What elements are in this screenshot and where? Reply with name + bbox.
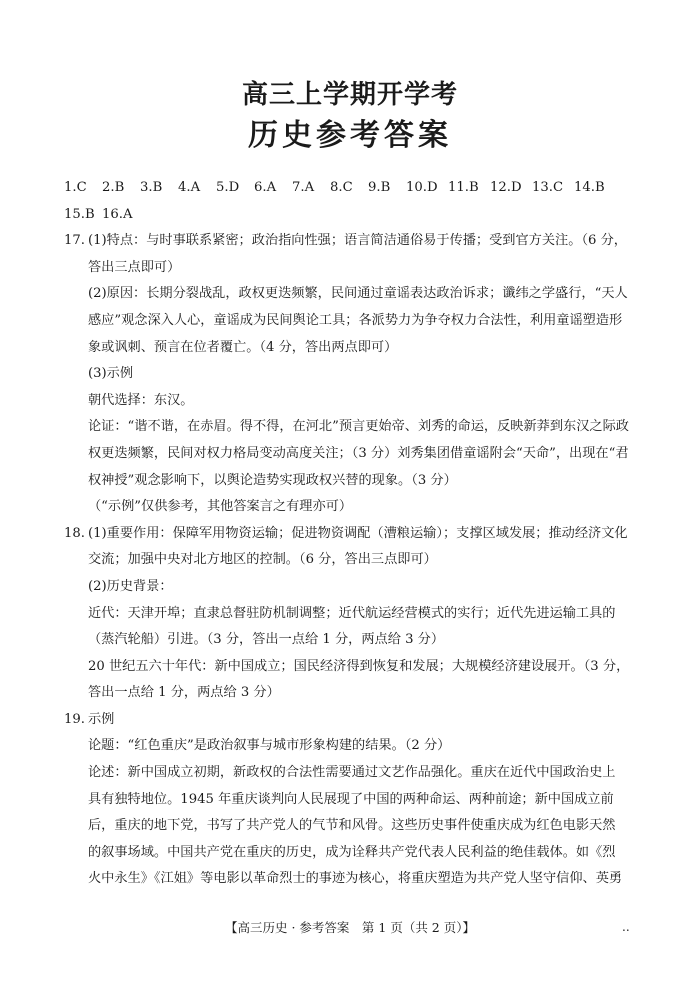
question-number: 18. (64, 525, 85, 541)
choice-answer: 3.B (140, 180, 163, 195)
answer-line: （“示例”仅供参考，其他答案言之有理亦可） (88, 499, 353, 515)
question-number: 17. (64, 233, 85, 249)
answer-line: 具有独特地位。1945 年重庆谈判向人民展现了中国的两种命运、两种前途；新中国成立前 (88, 791, 614, 807)
answer-line: 的叙事场域。中国共产党在重庆的历史，成为诠释共产党代表人民利益的绝佳载体。如《烈 (88, 844, 616, 860)
answer-line: 论题：“红色重庆”是政治叙事与城市形象构建的结果。（2 分） (88, 738, 451, 754)
answer-line: 象或讽刺、预言在位者覆亡。（4 分，答出两点即可） (88, 339, 398, 355)
answer-line: (2)原因：长期分裂战乱，政权更迭频繁，民间通过童谣表达政治诉求；谶纬之学盛行，“天人 (88, 286, 628, 302)
choice-answer: 10.D (406, 180, 438, 195)
question-18 (64, 521, 636, 707)
answer-line: 交流；加强中央对北方地区的控制。（6 分，答出三点即可） (88, 552, 437, 568)
answer-line: 权神授”观念影响下，以舆论造势实现政权兴替的现象。（3 分） (88, 472, 457, 488)
answer-body (64, 175, 636, 893)
answer-key-title: 历史参考答案 (248, 118, 452, 153)
answer-line: (2)历史背景： (88, 578, 173, 594)
choice-answer: 7.A (292, 180, 315, 195)
choice-answers-row-2 (64, 202, 636, 229)
answer-line: 20 世纪五六十年代：新中国成立；国民经济得到恢复和发展；大规模经济建设展开。（3 分， (88, 658, 630, 674)
answer-line: 火中永生》《江姐》等电影以革命烈士的事迹为核心，将重庆塑造为共产党人坚守信仰、英勇 (88, 871, 623, 887)
answer-line: 答出三点即可） (88, 259, 181, 275)
answer-line: 论述：新中国成立初期，新政权的合法性需要通过文艺作品强化。重庆在近代中国政治史上 (88, 765, 616, 781)
choice-answer: 15.B (64, 206, 95, 222)
answer-line: 答出一点给 1 分，两点给 3 分） (88, 685, 280, 701)
answer-line: 感应”观念深入人心，童谣成为民间舆论工具；各派势力为争夺权力合法性，利用童谣塑造形 (88, 312, 623, 328)
page-footer: 【高三历史 · 参考答案 第 1 页（共 2 页）】 (225, 920, 475, 935)
choice-answer: 9.B (368, 180, 391, 195)
answer-line: (1)特点：与时事联系紧密；政治指向性强；语言简洁通俗易于传播；受到官方关注。（6 分， (88, 233, 627, 249)
answer-line: （蒸汽轮船）引进。（3 分，答出一点给 1 分，两点给 3 分） (88, 632, 445, 648)
answer-line: 朝代选择：东汉。 (88, 392, 194, 408)
answer-line: 论证：“谐不谐，在赤眉。得不得，在河北”预言更始帝、刘秀的命运，反映新莽到东汉之际政 (88, 419, 629, 435)
choice-answer: 4.A (178, 180, 201, 195)
answer-line: (1)重要作用：保障军用物资运输；促进物资调配（漕粮运输）；支撑区域发展；推动经济文化 (88, 525, 628, 541)
choice-answer: 1.C (64, 180, 87, 195)
question-17 (64, 228, 636, 521)
choice-answer: 5.D (216, 180, 240, 195)
question-19 (64, 707, 636, 893)
answer-line: 权更迭频繁，民间对权力格局变动高度关注；（3 分）刘秀集团借童谣附会“天命”，出现在“君 (88, 445, 629, 461)
choice-answer: 14.B (574, 180, 605, 195)
answer-line: 示例 (88, 711, 115, 727)
choice-answer: 11.B (448, 180, 479, 195)
choice-answer: 12.D (490, 180, 522, 195)
answer-line: (3)示例 (88, 366, 134, 382)
choice-answer: 6.A (254, 180, 277, 195)
choice-answer: 13.C (532, 180, 564, 195)
choice-answer: 8.C (330, 180, 353, 195)
answer-line: 近代：天津开埠；直隶总督驻防机制调整；近代航运经营模式的实行；近代先进运输工具的 (88, 605, 616, 621)
choice-answers-row-1 (64, 175, 636, 202)
exam-title: 高三上学期开学考 (241, 80, 458, 110)
footer-mark: .. (622, 920, 630, 934)
answer-line: 后，重庆的地下党，书写了共产党人的气节和风骨。这些历史事件使重庆成为红色电影天然 (88, 818, 616, 834)
choice-answer: 2.B (102, 180, 125, 195)
choice-answer: 16.A (102, 206, 133, 222)
question-number: 19. (64, 711, 85, 727)
